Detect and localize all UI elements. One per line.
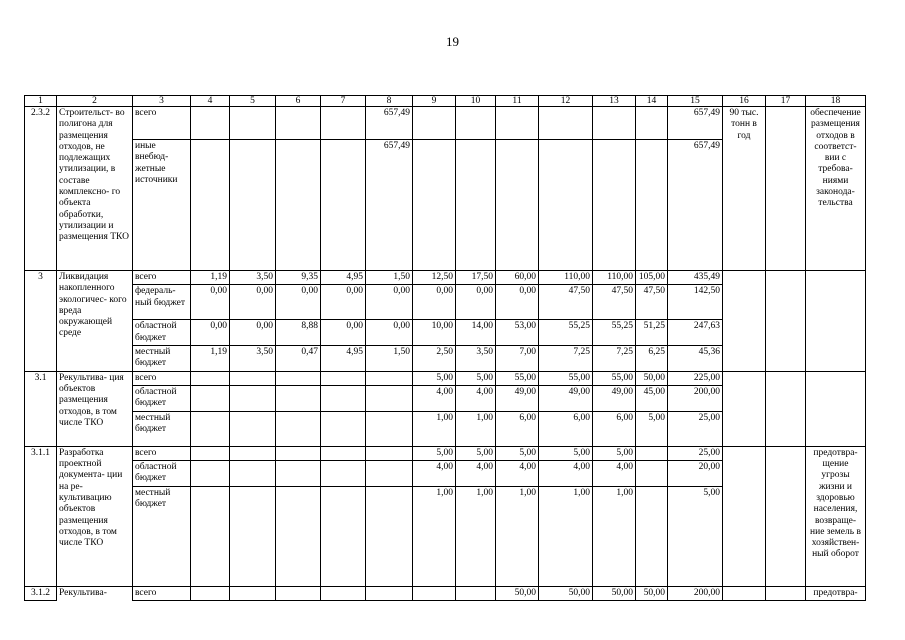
funding-source-cell: местный бюджет (133, 486, 191, 586)
value-cell (321, 371, 366, 385)
value-cell: 0,00 (321, 285, 366, 320)
funding-source-cell: всего (133, 446, 191, 460)
value-cell (230, 486, 276, 586)
value-cell (191, 486, 230, 586)
result-cell: предотвра- щение угрозы жизни и здоровью населения, возвраще- ние земель в хозяйствен- ный оборот (806, 446, 866, 586)
result-cell (806, 371, 866, 446)
value-cell: 247,63 (668, 320, 723, 346)
activity-name-cell: Ликвидация накопленного экологичес- кого вреда окружающей среде (57, 271, 133, 372)
column-number: 2 (57, 96, 133, 107)
value-cell: 47,50 (593, 285, 636, 320)
result-cell (806, 271, 866, 372)
value-cell: 0,00 (366, 285, 413, 320)
value-cell (413, 586, 456, 600)
value-cell: 4,00 (539, 461, 593, 487)
column-number: 14 (636, 96, 668, 107)
value-cell (321, 411, 366, 446)
page-number: 19 (446, 34, 459, 49)
value-cell: 7,25 (539, 345, 593, 371)
value-cell: 0,00 (230, 285, 276, 320)
value-cell (593, 107, 636, 140)
value-cell (636, 461, 668, 487)
value-cell: 3,50 (456, 345, 496, 371)
value-cell: 1,00 (593, 486, 636, 586)
column-number: 6 (276, 96, 321, 107)
funding-source-cell: всего (133, 586, 191, 600)
value-cell: 200,00 (668, 586, 723, 600)
column-number: 8 (366, 96, 413, 107)
value-cell: 7,25 (593, 345, 636, 371)
column-number: 1 (25, 96, 57, 107)
value-cell: 25,00 (668, 446, 723, 460)
empty-cell (766, 271, 806, 372)
funding-source-cell: всего (133, 271, 191, 285)
activity-name-cell: Рекультива- ция объектов размещения отходов, в том числе ТКО (57, 371, 133, 446)
value-cell (230, 140, 276, 271)
capacity-cell (723, 371, 766, 446)
value-cell: 1,00 (413, 411, 456, 446)
value-cell (539, 140, 593, 271)
value-cell (321, 107, 366, 140)
value-cell: 110,00 (539, 271, 593, 285)
column-number: 3 (133, 96, 191, 107)
value-cell (593, 140, 636, 271)
value-cell (456, 107, 496, 140)
column-number: 7 (321, 96, 366, 107)
capacity-cell (723, 271, 766, 372)
value-cell: 200,00 (668, 386, 723, 412)
value-cell: 6,25 (636, 345, 668, 371)
value-cell (636, 486, 668, 586)
value-cell: 51,25 (636, 320, 668, 346)
capacity-cell: 90 тыс. тонн в год (723, 107, 766, 271)
value-cell: 4,00 (456, 386, 496, 412)
table-row (25, 446, 866, 460)
column-number: 4 (191, 96, 230, 107)
value-cell (366, 446, 413, 460)
value-cell: 0,00 (230, 320, 276, 346)
column-number: 11 (496, 96, 539, 107)
funding-source-cell: всего (133, 371, 191, 385)
funding-source-cell: федераль- ный бюджет (133, 285, 191, 320)
funding-source-cell: местный бюджет (133, 411, 191, 446)
row-number-cell: 2.3.2 (25, 107, 57, 271)
value-cell: 5,00 (456, 446, 496, 460)
value-cell (276, 461, 321, 487)
value-cell: 1,00 (496, 486, 539, 586)
value-cell: 0,00 (191, 320, 230, 346)
activity-name-cell: Разработка проектной документа- ции на ре- культивацию объектов размещения отходов, в том числе ТКО (57, 446, 133, 586)
value-cell: 55,00 (593, 371, 636, 385)
value-cell: 6,00 (539, 411, 593, 446)
value-cell: 657,49 (668, 140, 723, 271)
value-cell (191, 586, 230, 600)
value-cell (539, 107, 593, 140)
value-cell (366, 371, 413, 385)
value-cell: 4,00 (456, 461, 496, 487)
value-cell (276, 371, 321, 385)
value-cell: 53,00 (496, 320, 539, 346)
value-cell: 47,50 (539, 285, 593, 320)
activity-name-cell: Строительст- во полигона для размещения отходов, не подлежащих утилизации, в составе комплексно- го объекта обработки, утилизации и размещения ТКО (57, 107, 133, 271)
value-cell: 142,50 (668, 285, 723, 320)
value-cell: 3,50 (230, 271, 276, 285)
value-cell: 5,00 (668, 486, 723, 586)
column-number: 13 (593, 96, 636, 107)
value-cell: 55,25 (539, 320, 593, 346)
value-cell: 4,00 (593, 461, 636, 487)
capacity-cell (723, 446, 766, 586)
value-cell: 657,49 (366, 107, 413, 140)
value-cell (276, 446, 321, 460)
result-cell: обеспечение размещения отходов в соответст- вии с требова- ниями законода- тельства (806, 107, 866, 271)
value-cell (191, 411, 230, 446)
value-cell: 0,00 (456, 285, 496, 320)
value-cell: 60,00 (496, 271, 539, 285)
table-row (25, 107, 866, 140)
value-cell (230, 411, 276, 446)
row-number-cell: 3.1.1 (25, 446, 57, 586)
value-cell: 4,00 (413, 461, 456, 487)
value-cell: 50,00 (496, 586, 539, 600)
budget-table (24, 95, 866, 601)
value-cell: 4,00 (496, 461, 539, 487)
value-cell (191, 107, 230, 140)
value-cell: 4,95 (321, 271, 366, 285)
value-cell: 0,00 (191, 285, 230, 320)
value-cell: 55,00 (539, 371, 593, 385)
value-cell: 110,00 (593, 271, 636, 285)
value-cell: 1,50 (366, 271, 413, 285)
table-row (25, 586, 866, 600)
value-cell (276, 486, 321, 586)
value-cell: 1,00 (456, 411, 496, 446)
value-cell (456, 586, 496, 600)
value-cell: 50,00 (593, 586, 636, 600)
value-cell (321, 586, 366, 600)
value-cell (321, 140, 366, 271)
value-cell (230, 586, 276, 600)
value-cell: 9,35 (276, 271, 321, 285)
value-cell (413, 140, 456, 271)
table-row (25, 371, 866, 385)
value-cell (321, 461, 366, 487)
value-cell: 6,00 (593, 411, 636, 446)
value-cell (276, 386, 321, 412)
value-cell: 49,00 (496, 386, 539, 412)
value-cell (366, 586, 413, 600)
value-cell (230, 461, 276, 487)
value-cell: 5,00 (496, 446, 539, 460)
value-cell: 12,50 (413, 271, 456, 285)
value-cell: 55,25 (593, 320, 636, 346)
column-number: 18 (806, 96, 866, 107)
value-cell: 225,00 (668, 371, 723, 385)
value-cell: 45,36 (668, 345, 723, 371)
value-cell: 0,00 (496, 285, 539, 320)
value-cell: 7,00 (496, 345, 539, 371)
value-cell: 50,00 (636, 371, 668, 385)
value-cell (191, 446, 230, 460)
value-cell (456, 140, 496, 271)
funding-source-cell: иные внебюд- жетные источники (133, 140, 191, 271)
value-cell: 10,00 (413, 320, 456, 346)
value-cell: 0,00 (366, 320, 413, 346)
table-row (25, 271, 866, 285)
value-cell (230, 386, 276, 412)
value-cell (230, 446, 276, 460)
column-number: 17 (766, 96, 806, 107)
value-cell: 0,00 (321, 320, 366, 346)
value-cell: 50,00 (636, 586, 668, 600)
value-cell: 14,00 (456, 320, 496, 346)
value-cell: 1,00 (413, 486, 456, 586)
value-cell: 435,49 (668, 271, 723, 285)
value-cell: 4,95 (321, 345, 366, 371)
value-cell: 3,50 (230, 345, 276, 371)
row-number-cell: 3.1.2 (25, 586, 57, 600)
value-cell: 0,00 (413, 285, 456, 320)
column-number: 5 (230, 96, 276, 107)
funding-source-cell: всего (133, 107, 191, 140)
value-cell (321, 386, 366, 412)
value-cell: 47,50 (636, 285, 668, 320)
value-cell: 1,00 (456, 486, 496, 586)
value-cell (321, 446, 366, 460)
value-cell: 5,00 (413, 371, 456, 385)
value-cell: 1,00 (539, 486, 593, 586)
funding-source-cell: областной бюджет (133, 386, 191, 412)
value-cell: 657,49 (668, 107, 723, 140)
value-cell: 50,00 (539, 586, 593, 600)
value-cell: 5,00 (456, 371, 496, 385)
value-cell: 49,00 (539, 386, 593, 412)
funding-source-cell: местный бюджет (133, 345, 191, 371)
value-cell (366, 386, 413, 412)
value-cell: 1,19 (191, 271, 230, 285)
value-cell: 5,00 (539, 446, 593, 460)
value-cell: 8,88 (276, 320, 321, 346)
funding-source-cell: областной бюджет (133, 461, 191, 487)
value-cell (191, 371, 230, 385)
value-cell: 17,50 (456, 271, 496, 285)
column-number-row (25, 96, 866, 107)
column-number: 12 (539, 96, 593, 107)
value-cell: 2,50 (413, 345, 456, 371)
column-number: 10 (456, 96, 496, 107)
value-cell (276, 107, 321, 140)
value-cell: 0,00 (276, 285, 321, 320)
value-cell: 657,49 (366, 140, 413, 271)
value-cell (230, 371, 276, 385)
value-cell (413, 107, 456, 140)
column-number: 15 (668, 96, 723, 107)
value-cell: 1,19 (191, 345, 230, 371)
value-cell (366, 486, 413, 586)
value-cell (191, 461, 230, 487)
value-cell: 25,00 (668, 411, 723, 446)
value-cell: 5,00 (413, 446, 456, 460)
value-cell (636, 140, 668, 271)
result-cell: предотвра- (806, 586, 866, 600)
value-cell (276, 411, 321, 446)
value-cell: 1,50 (366, 345, 413, 371)
empty-cell (766, 107, 806, 271)
value-cell (276, 586, 321, 600)
column-number: 16 (723, 96, 766, 107)
value-cell (496, 140, 539, 271)
value-cell (496, 107, 539, 140)
value-cell: 45,00 (636, 386, 668, 412)
empty-cell (766, 586, 806, 600)
value-cell (276, 140, 321, 271)
value-cell: 5,00 (636, 411, 668, 446)
value-cell (366, 411, 413, 446)
activity-name-cell: Рекультива- (57, 586, 133, 600)
row-number-cell: 3 (25, 271, 57, 372)
value-cell: 49,00 (593, 386, 636, 412)
value-cell (321, 486, 366, 586)
value-cell (191, 140, 230, 271)
capacity-cell (723, 586, 766, 600)
value-cell: 5,00 (593, 446, 636, 460)
empty-cell (766, 446, 806, 586)
value-cell (230, 107, 276, 140)
row-number-cell: 3.1 (25, 371, 57, 446)
empty-cell (766, 371, 806, 446)
value-cell: 0,47 (276, 345, 321, 371)
value-cell (636, 107, 668, 140)
value-cell (366, 461, 413, 487)
value-cell (191, 386, 230, 412)
value-cell: 55,00 (496, 371, 539, 385)
value-cell: 4,00 (413, 386, 456, 412)
funding-source-cell: областной бюджет (133, 320, 191, 346)
value-cell (636, 446, 668, 460)
column-number: 9 (413, 96, 456, 107)
value-cell: 105,00 (636, 271, 668, 285)
value-cell: 20,00 (668, 461, 723, 487)
value-cell: 6,00 (496, 411, 539, 446)
